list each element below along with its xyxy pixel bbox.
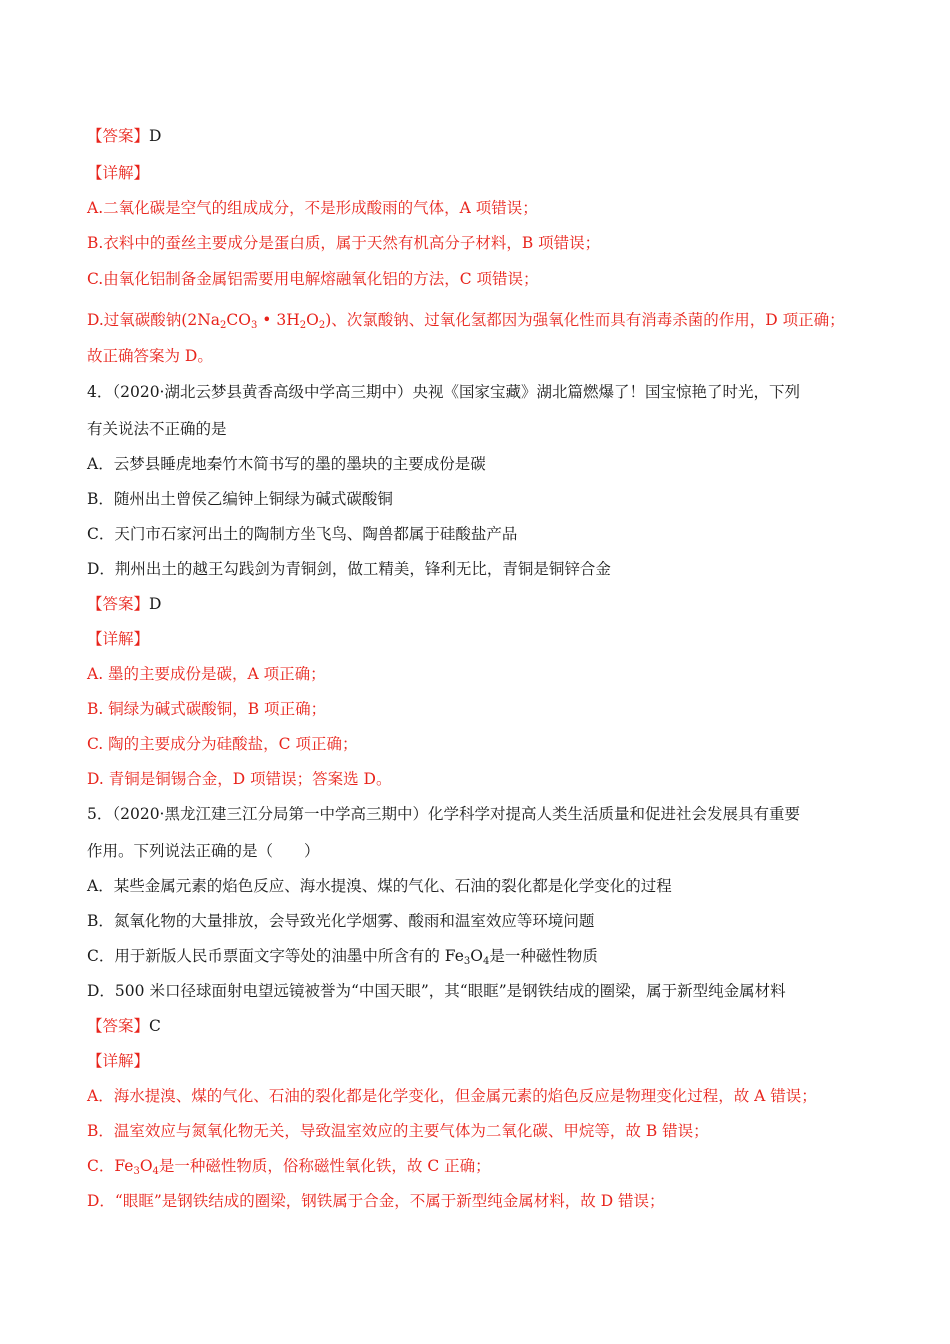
question-5-option-a: A．某些金属元素的焰色反应、海水提溴、煤的气化、石油的裂化都是化学变化的过程 bbox=[87, 877, 672, 895]
detail-label: 【详解】 bbox=[87, 1052, 150, 1070]
question-4-option-b: B．随州出土曾侯乙编钟上铜绿为碱式碳酸铜 bbox=[87, 490, 393, 508]
answer-label: 【答案】 bbox=[87, 595, 150, 613]
detail-line: B.衣料中的蚕丝主要成分是蛋白质，属于天然有机高分子材料，B 项错误； bbox=[87, 234, 601, 252]
question-4-option-c: C．天门市石家河出土的陶制方坐飞鸟、陶兽都属于硅酸盐产品 bbox=[87, 525, 518, 543]
question-5-option-d: D．500 米口径球面射电望远镜被誉为“中国天眼”，其“眼眶”是钢铁结成的圈梁，属于新型纯金属材料 bbox=[87, 982, 786, 1000]
detail-line: D．“眼眶”是钢铁结成的圈梁，钢铁属于合金，不属于新型纯金属材料，故 D 错误； bbox=[87, 1192, 665, 1210]
detail-line: A．海水提溴、煤的气化、石油的裂化都是化学变化，但金属元素的焰色反应是物理变化过程，故 A 错误； bbox=[87, 1087, 817, 1105]
detail-line: A. 墨的主要成份是碳，A 项正确； bbox=[87, 665, 326, 683]
detail-line: C．$Fe_3O_4$是一种磁性物质，俗称磁性氧化铁，故 C 正确； bbox=[87, 1157, 491, 1177]
detail-line: C.由氧化铝制备金属铝需要用电解熔融氧化铝的方法，C 项错误； bbox=[87, 270, 539, 288]
question-5-option-c: C．用于新版人民币票面文字等处的油墨中所含有的 $Fe_3O_4$是一种磁性物质 bbox=[87, 947, 598, 967]
detail-label: 【详解】 bbox=[87, 630, 150, 648]
detail-line: B．温室效应与氮氧化物无关，导致温室效应的主要气体为二氧化碳、甲烷等，故 B 错误； bbox=[87, 1122, 709, 1140]
question-4-option-a: A．云梦县睡虎地秦竹木简书写的墨的墨块的主要成份是碳 bbox=[87, 455, 486, 473]
question-4-stem: 4．（2020·湖北云梦县黄香高级中学高三期中）央视《国家宝藏》湖北篇燃爆了！国宝惊艳了时光，下列 bbox=[87, 383, 800, 401]
question-4-option-d: D．荆州出土的越王勾践剑为青铜剑，做工精美，锋利无比，青铜是铜锌合金 bbox=[87, 560, 611, 578]
answer-value: D bbox=[149, 595, 162, 613]
detail-line-d: D.过氧碳酸钠($2Na_2CO_3$ • $3H_2O_2$)、次氯酸钠、过氧化氢都因为强氧化性而具有消毒杀菌的作用，D 项正确； bbox=[87, 311, 845, 331]
detail-line: A.二氧化碳是空气的组成成分，不是形成酸雨的气体，A 项错误； bbox=[87, 199, 538, 217]
answer-label: 【答案】 bbox=[87, 127, 150, 145]
answer-label: 【答案】 bbox=[87, 1017, 150, 1035]
answer-line bbox=[87, 593, 161, 615]
detail-line: C. 陶的主要成分为硅酸盐，C 项正确； bbox=[87, 735, 358, 753]
question-5-stem-cont: 作用。下列说法正确的是（ ） bbox=[87, 842, 320, 860]
answer-value: C bbox=[149, 1017, 161, 1035]
question-5-option-b: B．氮氧化物的大量排放，会导致光化学烟雾、酸雨和温室效应等环境问题 bbox=[87, 912, 595, 930]
answer-value: D bbox=[149, 127, 162, 145]
detail-line: B. 铜绿为碱式碳酸铜，B 项正确； bbox=[87, 700, 327, 718]
detail-conclusion: 故正确答案为 D。 bbox=[87, 347, 213, 365]
question-4-stem-cont: 有关说法不正确的是 bbox=[87, 420, 227, 438]
question-5-stem: 5．（2020·黑龙江建三江分局第一中学高三期中）化学科学对提高人类生活质量和促进社会发展具有重要 bbox=[87, 805, 800, 823]
answer-line bbox=[87, 125, 161, 147]
answer-line bbox=[87, 1015, 161, 1037]
detail-line: D. 青铜是铜锡合金，D 项错误；答案选 D。 bbox=[87, 770, 392, 788]
detail-label: 【详解】 bbox=[87, 164, 150, 182]
